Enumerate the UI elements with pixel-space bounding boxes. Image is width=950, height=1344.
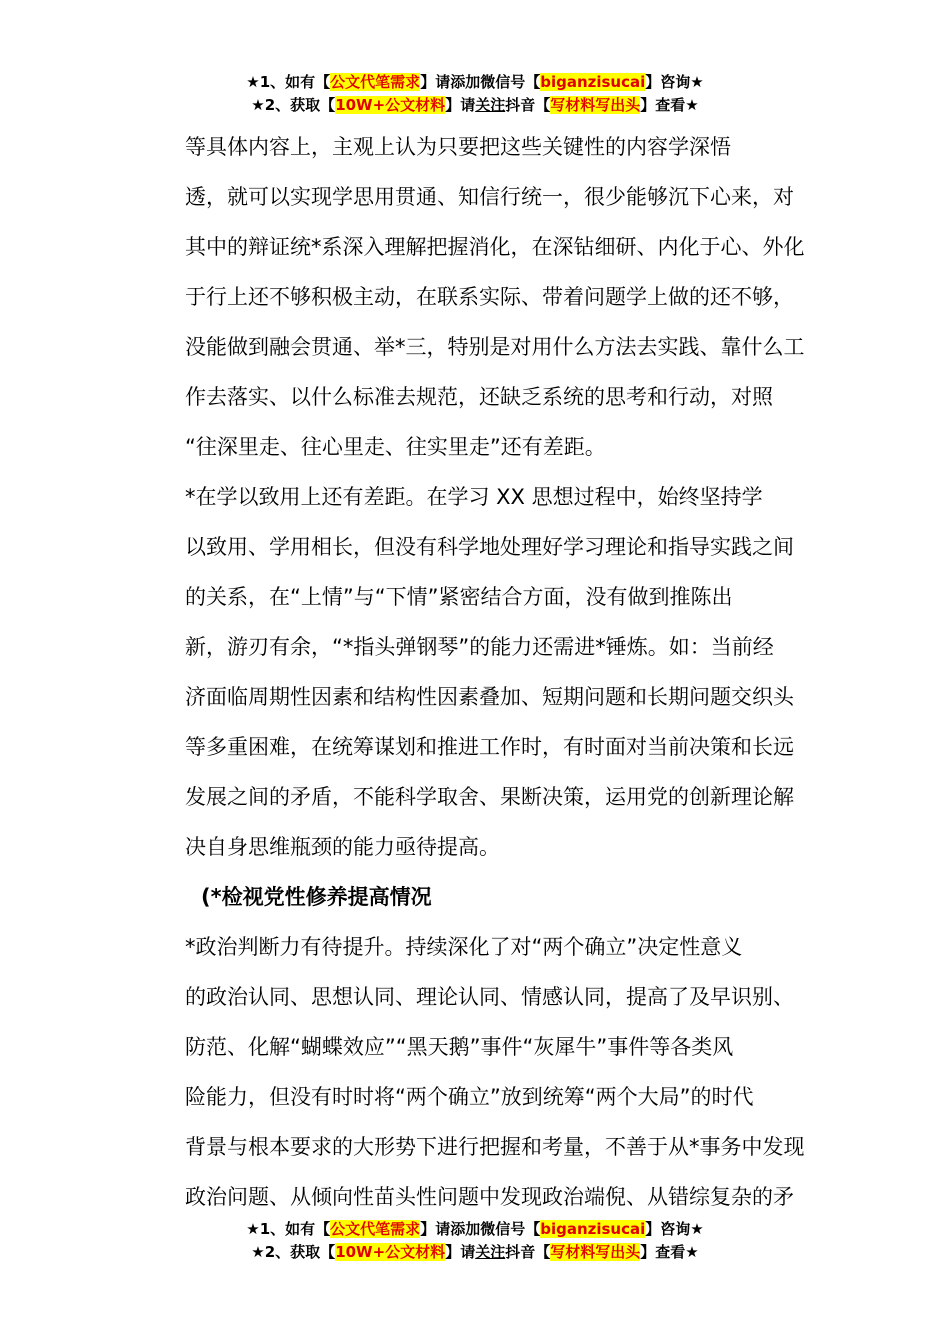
wechat-id-highlight: biganzisucai — [540, 1220, 646, 1238]
promo-text: 抖音【 — [505, 1243, 551, 1261]
text-line: 没能做到融会贯通、举*三，特别是对用什么方法去实践、靠什么工 — [185, 335, 805, 359]
text-line: 的关系，在“上情”与“下情”紧密结合方面，没有做到推陈出 — [185, 585, 733, 609]
promo-underlined: 关注 — [475, 96, 506, 114]
promo-highlight: 10W+公文材料 — [335, 1243, 446, 1261]
bottom-promo-banner — [0, 1218, 950, 1264]
top-promo-banner — [0, 71, 950, 117]
promo-text: ★1、如有【 — [246, 73, 331, 91]
douyin-id-highlight: 写材料写出头 — [550, 96, 641, 114]
paragraph-2 — [143, 472, 809, 872]
promo-highlight: 公文代笔需求 — [330, 73, 421, 91]
text-line: 决自身思维瓶颈的能力亟待提高。 — [185, 835, 500, 859]
promo-underlined: 关注 — [475, 1243, 506, 1261]
promo-text: 】查看★ — [640, 1243, 699, 1261]
text-line: 险能力，但没有时时将“两个确立”放到统筹“两个大局”的时代 — [185, 1085, 754, 1109]
text-line: *在学以致用上还有差距。在学习 XX 思想过程中，始终坚持学 — [185, 485, 763, 509]
text-line: *政治判断力有待提升。持续深化了对“两个确立”决定性意义 — [185, 935, 743, 959]
promo-text: 】查看★ — [640, 96, 699, 114]
text-line: 等多重困难，在统筹谋划和推进工作时，有时面对当前决策和长远 — [185, 735, 794, 759]
promo-text: 】请添加微信号【 — [420, 73, 541, 91]
promo-text: ★2、获取【 — [251, 96, 336, 114]
promo-text: 抖音【 — [505, 96, 551, 114]
text-line: 新，游刃有余，“*指头弹钢琴”的能力还需进*锤炼。如：当前经 — [185, 635, 774, 659]
promo-text: 】请 — [445, 1243, 476, 1261]
promo-text: ★2、获取【 — [251, 1243, 336, 1261]
text-line: 其中的辩证统*系深入理解把握消化，在深钻细研、内化于心、外化 — [185, 235, 805, 259]
text-line: 的政治认同、思想认同、理论认同、情感认同，提高了及早识别、 — [185, 985, 794, 1009]
text-line: 于行上还不够积极主动，在联系实际、带着问题学上做的还不够， — [185, 285, 794, 309]
promo-text: 】请 — [445, 96, 476, 114]
promo-text: 】请添加微信号【 — [420, 1220, 541, 1238]
promo-line-1 — [0, 71, 950, 94]
text-line: 以致用、学用相长，但没有科学地处理好学习理论和指导实践之间 — [185, 535, 794, 559]
document-body — [143, 122, 809, 1222]
promo-highlight: 10W+公文材料 — [335, 96, 446, 114]
text-line: 背景与根本要求的大形势下进行把握和考量，不善于从*事务中发现 — [185, 1135, 805, 1159]
text-line: 发展之间的矛盾，不能科学取舍、果断决策，运用党的创新理论解 — [185, 785, 794, 809]
promo-text: 】咨询★ — [645, 73, 704, 91]
text-line: 防范、化解“蝴蝶效应”“黑天鹅”事件“灰犀牛”事件等各类风 — [185, 1035, 734, 1059]
wechat-id-highlight: biganzisucai — [540, 73, 646, 91]
paragraph-3 — [143, 922, 809, 1222]
text-line: 政治问题、从倾向性苗头性问题中发现政治端倪、从错综复杂的矛 — [185, 1185, 794, 1209]
text-line: 济面临周期性因素和结构性因素叠加、短期问题和长期问题交织头 — [185, 685, 794, 709]
text-line: 透，就可以实现学思用贯通、知信行统一，很少能够沉下心来，对 — [185, 185, 794, 209]
promo-line-2 — [0, 94, 950, 117]
promo-text: 】咨询★ — [645, 1220, 704, 1238]
promo-highlight: 公文代笔需求 — [330, 1220, 421, 1238]
promo-text: ★1、如有【 — [246, 1220, 331, 1238]
paragraph-1 — [143, 122, 809, 472]
text-line: 作去落实、以什么标准去规范，还缺乏系统的思考和行动，对照 — [185, 385, 773, 409]
text-line: 等具体内容上，主观上认为只要把这些关键性的内容学深悟 — [185, 135, 731, 159]
promo-line-1 — [0, 1218, 950, 1241]
douyin-id-highlight: 写材料写出头 — [550, 1243, 641, 1261]
text-line: “往深里走、往心里走、往实里走”还有差距。 — [185, 435, 606, 459]
section-heading: (*检视党性修养提高情况 — [201, 885, 432, 909]
promo-line-2 — [0, 1241, 950, 1264]
